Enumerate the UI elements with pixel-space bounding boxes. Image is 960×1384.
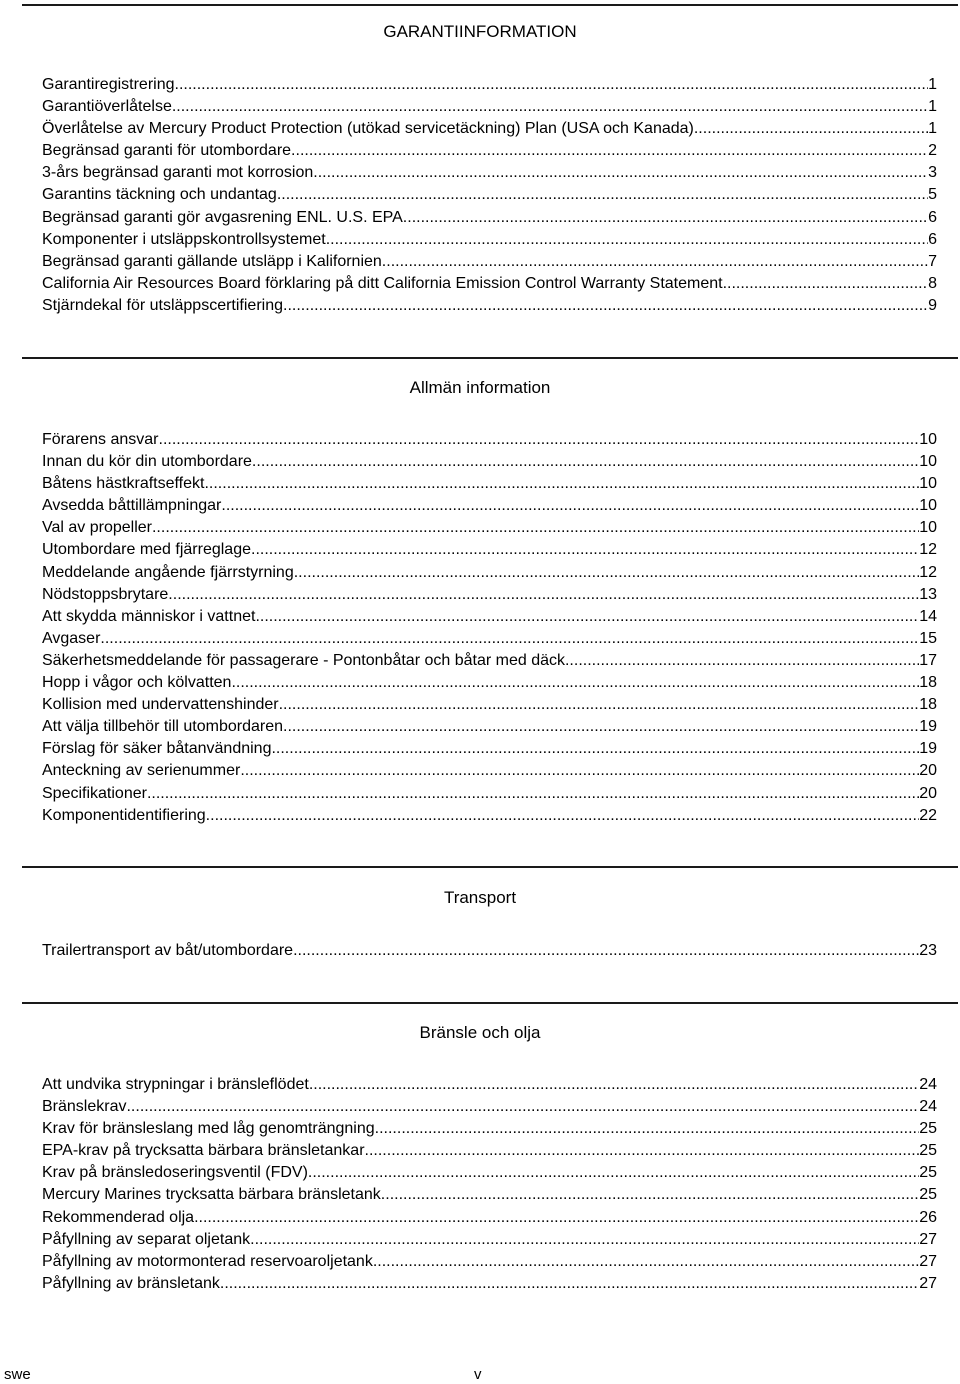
toc-entry-page-number: 26 bbox=[919, 1208, 937, 1226]
toc-entry-page-number: 7 bbox=[928, 252, 937, 270]
toc-entry-title: Bränslekrav bbox=[42, 1098, 127, 1116]
toc-list-allman-information bbox=[42, 429, 937, 827]
toc-entry-page-number: 12 bbox=[919, 541, 937, 559]
toc-entry-title: Anteckning av serienummer bbox=[42, 762, 241, 780]
toc-entry-page-number: 1 bbox=[928, 76, 937, 93]
toc-dot-leader bbox=[279, 694, 920, 716]
toc-entry[interactable] bbox=[42, 562, 937, 584]
toc-list-bransle-och-olja bbox=[42, 1074, 937, 1295]
toc-entry[interactable] bbox=[42, 1184, 937, 1206]
toc-dot-leader bbox=[255, 606, 919, 628]
toc-entry-title: Komponenter i utsläppskontrollsystemet bbox=[42, 230, 326, 248]
toc-dot-leader bbox=[403, 207, 928, 229]
toc-entry-title: Avgaser bbox=[42, 629, 101, 647]
section-title-allman-information: Allmän information bbox=[409, 378, 551, 397]
toc-entry-title: Val av propeller bbox=[42, 519, 152, 537]
toc-entry-title: Båtens hästkraftseffekt bbox=[42, 475, 205, 493]
toc-entry-title: Påfyllning av separat oljetank bbox=[42, 1230, 251, 1248]
toc-dot-leader bbox=[308, 1162, 919, 1184]
toc-entry-title: Begränsad garanti gör avgasrening ENL. U.S. EPA bbox=[42, 208, 403, 226]
toc-entry-page-number: 5 bbox=[928, 186, 937, 204]
section-divider bbox=[22, 357, 958, 359]
toc-entry[interactable] bbox=[42, 140, 937, 162]
toc-entry[interactable] bbox=[42, 1118, 937, 1140]
toc-entry-page-number: 27 bbox=[919, 1230, 937, 1248]
toc-entry[interactable] bbox=[42, 805, 937, 827]
toc-entry-page-number: 10 bbox=[919, 519, 937, 537]
toc-list-garantiinformation bbox=[42, 74, 937, 317]
toc-entry[interactable] bbox=[42, 940, 937, 962]
toc-entry-title: Garantins täckning och undantag bbox=[42, 186, 277, 204]
toc-dot-leader bbox=[382, 251, 928, 273]
toc-entry-page-number: 2 bbox=[928, 142, 937, 160]
toc-dot-leader bbox=[309, 1074, 919, 1096]
toc-entry[interactable] bbox=[42, 184, 937, 206]
toc-entry-page-number: 6 bbox=[928, 230, 937, 248]
toc-entry[interactable] bbox=[42, 1229, 937, 1251]
toc-entry-title: Påfyllning av motormonterad reservoaroljetank bbox=[42, 1252, 373, 1270]
toc-dot-leader bbox=[221, 495, 919, 517]
toc-entry[interactable] bbox=[42, 96, 937, 118]
toc-dot-leader bbox=[694, 118, 928, 140]
toc-entry[interactable] bbox=[42, 672, 937, 694]
toc-entry[interactable] bbox=[42, 295, 937, 317]
toc-entry-title: Att undvika strypningar i bränsleflödet bbox=[42, 1076, 309, 1093]
toc-dot-leader bbox=[126, 1096, 919, 1118]
toc-dot-leader bbox=[168, 584, 919, 606]
toc-dot-leader bbox=[159, 429, 920, 451]
toc-entry-page-number: 18 bbox=[919, 696, 937, 714]
toc-dot-leader bbox=[283, 716, 919, 738]
toc-dot-leader bbox=[291, 140, 928, 162]
toc-entry-title: Förslag för säker båtanvändning bbox=[42, 740, 272, 758]
toc-entry[interactable] bbox=[42, 473, 937, 495]
toc-entry-page-number: 3 bbox=[928, 164, 937, 182]
toc-entry-title: Att välja tillbehör till utombordaren bbox=[42, 718, 284, 736]
section-divider bbox=[22, 4, 958, 6]
toc-entry[interactable] bbox=[42, 760, 937, 782]
toc-entry[interactable] bbox=[42, 606, 937, 628]
toc-dot-leader bbox=[313, 162, 928, 184]
toc-entry[interactable] bbox=[42, 229, 937, 251]
toc-entry-page-number: 10 bbox=[919, 453, 937, 471]
toc-dot-leader bbox=[175, 74, 929, 96]
toc-dot-leader bbox=[565, 650, 919, 672]
toc-dot-leader bbox=[293, 940, 919, 962]
toc-entry-title: Påfyllning av bränsletank bbox=[42, 1274, 220, 1292]
toc-entry-title: Överlåtelse av Mercury Product Protection (utökad servicetäckning) Plan (USA och Kanada) bbox=[42, 120, 694, 138]
toc-entry[interactable] bbox=[42, 162, 937, 184]
toc-dot-leader bbox=[220, 1273, 919, 1295]
toc-dot-leader bbox=[723, 273, 929, 295]
toc-entry[interactable] bbox=[42, 584, 937, 606]
toc-dot-leader bbox=[373, 1251, 919, 1273]
toc-entry-title: Komponentidentifiering bbox=[42, 806, 206, 824]
toc-dot-leader bbox=[381, 1184, 919, 1206]
toc-dot-leader bbox=[375, 1118, 920, 1140]
toc-dot-leader bbox=[251, 539, 919, 561]
toc-entry-title: Krav på bränsledoseringsventil (FDV) bbox=[42, 1164, 308, 1182]
toc-entry-page-number: 19 bbox=[919, 718, 937, 736]
toc-entry-page-number: 25 bbox=[919, 1186, 937, 1204]
toc-entry-page-number: 14 bbox=[919, 607, 937, 625]
toc-entry-page-number: 25 bbox=[919, 1164, 937, 1182]
section-divider bbox=[22, 1002, 958, 1004]
toc-entry[interactable] bbox=[42, 451, 937, 473]
toc-entry-title: Kollision med undervattenshinder bbox=[42, 696, 279, 714]
toc-entry-page-number: 20 bbox=[919, 762, 937, 780]
toc-entry-title: Begränsad garanti gällande utsläpp i Kalifornien bbox=[42, 252, 382, 270]
toc-dot-leader bbox=[294, 562, 919, 584]
toc-entry-page-number: 25 bbox=[919, 1142, 937, 1160]
toc-entry-page-number: 27 bbox=[919, 1274, 937, 1292]
toc-entry-page-number: 18 bbox=[919, 674, 937, 692]
toc-entry[interactable] bbox=[42, 650, 937, 672]
toc-entry-page-number: 22 bbox=[919, 806, 937, 824]
footer-language: swe bbox=[4, 1366, 31, 1383]
toc-entry-page-number: 1 bbox=[928, 98, 937, 116]
toc-entry-title: Krav för bränsleslang med låg genomträngning bbox=[42, 1120, 375, 1138]
toc-list-transport bbox=[42, 940, 937, 962]
section-title-garantiinformation: GARANTIINFORMATION bbox=[383, 22, 577, 41]
toc-entry-page-number: 25 bbox=[919, 1120, 937, 1138]
toc-entry[interactable] bbox=[42, 429, 937, 451]
toc-dot-leader bbox=[152, 517, 919, 539]
toc-entry-page-number: 10 bbox=[919, 497, 937, 515]
toc-entry-title: Hopp i vågor och kölvatten bbox=[42, 674, 232, 692]
toc-entry-page-number: 15 bbox=[919, 629, 937, 647]
toc-entry-title: Innan du kör din utombordare bbox=[42, 453, 252, 471]
toc-dot-leader bbox=[194, 1207, 919, 1229]
toc-dot-leader bbox=[206, 805, 920, 827]
toc-entry[interactable] bbox=[42, 1140, 937, 1162]
footer-page-number: v bbox=[474, 1366, 482, 1383]
toc-entry-page-number: 23 bbox=[919, 942, 937, 959]
toc-dot-leader bbox=[231, 672, 919, 694]
toc-entry[interactable] bbox=[42, 783, 937, 805]
toc-entry[interactable] bbox=[42, 1074, 937, 1096]
toc-entry-title: Att skydda människor i vattnet bbox=[42, 607, 256, 625]
toc-entry-title: EPA-krav på trycksatta bärbara bränsletankar bbox=[42, 1142, 365, 1160]
toc-dot-leader bbox=[277, 184, 928, 206]
toc-entry-title: Säkerhetsmeddelande för passagerare - Pontonbåtar och båtar med däck bbox=[42, 651, 565, 669]
toc-dot-leader bbox=[326, 229, 928, 251]
toc-entry[interactable] bbox=[42, 738, 937, 760]
toc-entry-page-number: 1 bbox=[928, 120, 937, 138]
toc-entry-page-number: 13 bbox=[919, 585, 937, 603]
toc-entry-title: Avsedda båttillämpningar bbox=[42, 497, 222, 515]
toc-entry-title: Begränsad garanti för utombordare bbox=[42, 142, 292, 160]
toc-dot-leader bbox=[250, 1229, 919, 1251]
toc-entry-page-number: 20 bbox=[919, 784, 937, 802]
toc-entry-title: Garantiöverlåtelse bbox=[42, 98, 172, 116]
toc-entry-title: Meddelande angående fjärrstyrning bbox=[42, 563, 294, 581]
section-divider bbox=[22, 866, 958, 868]
toc-dot-leader bbox=[147, 783, 919, 805]
toc-dot-leader bbox=[365, 1140, 920, 1162]
toc-entry-title: Utombordare med fjärreglage bbox=[42, 541, 251, 559]
toc-entry-title: Rekommenderad olja bbox=[42, 1208, 195, 1226]
toc-entry-title: Garantiregistrering bbox=[42, 76, 175, 93]
toc-entry-title: Trailertransport av båt/utombordare bbox=[42, 942, 294, 959]
toc-entry-title: Nödstoppsbrytare bbox=[42, 585, 169, 603]
toc-entry[interactable] bbox=[42, 1251, 937, 1273]
toc-dot-leader bbox=[283, 295, 928, 317]
toc-entry-page-number: 24 bbox=[919, 1098, 937, 1116]
toc-entry-page-number: 8 bbox=[928, 274, 937, 292]
toc-entry[interactable] bbox=[42, 539, 937, 561]
toc-dot-leader bbox=[172, 96, 928, 118]
toc-entry[interactable] bbox=[42, 495, 937, 517]
toc-entry[interactable] bbox=[42, 1162, 937, 1184]
toc-entry[interactable] bbox=[42, 74, 937, 96]
toc-entry-title: Förarens ansvar bbox=[42, 431, 159, 448]
toc-entry[interactable] bbox=[42, 207, 937, 229]
toc-entry-title: Mercury Marines trycksatta bärbara bränsletank bbox=[42, 1186, 381, 1204]
toc-entry-page-number: 6 bbox=[928, 208, 937, 226]
section-title-bransle-och-olja: Bränsle och olja bbox=[419, 1023, 541, 1042]
toc-entry[interactable] bbox=[42, 1207, 937, 1229]
toc-entry-page-number: 24 bbox=[919, 1076, 937, 1093]
toc-entry[interactable] bbox=[42, 273, 937, 295]
toc-dot-leader bbox=[271, 738, 919, 760]
toc-entry-title: California Air Resources Board förklaring på ditt California Emission Control Warranty Statement bbox=[42, 274, 723, 292]
toc-entry-page-number: 12 bbox=[919, 563, 937, 581]
toc-entry-page-number: 17 bbox=[919, 651, 937, 669]
toc-entry-title: Specifikationer bbox=[42, 784, 147, 802]
toc-entry[interactable] bbox=[42, 251, 937, 273]
toc-entry-page-number: 9 bbox=[928, 296, 937, 314]
toc-entry[interactable] bbox=[42, 118, 937, 140]
toc-entry-page-number: 10 bbox=[919, 431, 937, 448]
toc-entry[interactable] bbox=[42, 716, 937, 738]
toc-entry[interactable] bbox=[42, 1273, 937, 1295]
toc-entry[interactable] bbox=[42, 628, 937, 650]
toc-entry-title: Stjärndekal för utsläppscertifiering bbox=[42, 296, 284, 314]
toc-entry[interactable] bbox=[42, 1096, 937, 1118]
toc-entry-page-number: 19 bbox=[919, 740, 937, 758]
toc-entry[interactable] bbox=[42, 694, 937, 716]
toc-entry-title: 3-års begränsad garanti mot korrosion bbox=[42, 164, 314, 182]
toc-dot-leader bbox=[100, 628, 919, 650]
toc-entry-page-number: 10 bbox=[919, 475, 937, 493]
toc-dot-leader bbox=[204, 473, 919, 495]
toc-entry[interactable] bbox=[42, 517, 937, 539]
section-title-transport: Transport bbox=[443, 888, 517, 907]
toc-dot-leader bbox=[252, 451, 919, 473]
toc-dot-leader bbox=[240, 760, 919, 782]
toc-entry-page-number: 27 bbox=[919, 1252, 937, 1270]
